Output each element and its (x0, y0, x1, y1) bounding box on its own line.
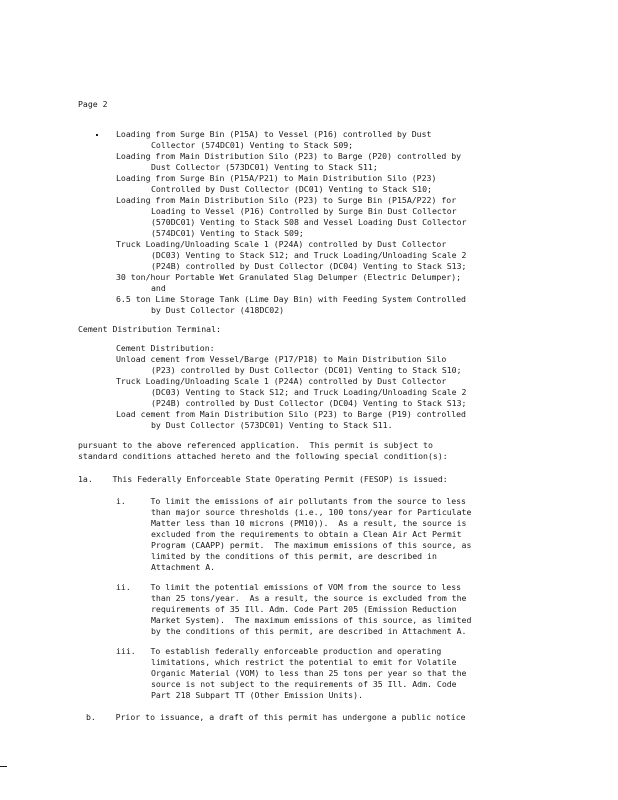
text-line: than 25 tons/year. As a result, the source is excluded from the (151, 593, 467, 603)
text-line: by Dust Collector (573DC01) Venting to Stack S11. (151, 420, 393, 430)
text-line: Loading from Main Distribution Silo (P23) to Surge Bin (P15A/P22) for (116, 195, 457, 205)
text-line: Collector (574DC01) Venting to Stack S09; (151, 140, 354, 150)
text-line: Controlled by Dust Collector (DC01) Venting to Stack S10; (151, 184, 432, 194)
text-line: and (151, 283, 166, 293)
text-line: 6.5 ton Lime Storage Tank (Lime Day Bin) with Feeding System Controlled (116, 294, 466, 304)
text-line: (DC03) Venting to Stack S12; and Truck Loading/Unloading Scale 2 (151, 250, 467, 260)
text-line: Matter less than 10 microns (PM10)). As a result, the source is (151, 518, 467, 528)
text-line: Dust Collector (573DC01) Venting to Stack S11; (151, 162, 378, 172)
text-line: Part 218 Subpart TT (Other Emission Units). (151, 690, 363, 700)
text-line: iii. To establish federally enforceable production and operating (116, 646, 442, 656)
scan-mark (96, 134, 98, 136)
text-line: 1a. This Federally Enforceable State Operating Permit (FESOP) is issued: (78, 474, 448, 484)
text-line: Loading from Surge Bin (P15A) to Vessel (P16) controlled by Dust (116, 129, 432, 139)
text-line: (570DC01) Venting to Stack S08 and Vessel Loading Dust Collector (151, 217, 467, 227)
text-line: pursuant to the above referenced application. This permit is subject to (78, 440, 433, 450)
text-line: limitations, which restrict the potential to emit for Volatile (151, 657, 457, 667)
text-line: ii. To limit the potential emissions of VOM from the source to less (116, 582, 462, 592)
text-line: source is not subject to the requirements of 35 Ill. Adm. Code (151, 679, 457, 689)
text-line: Attachment A. (151, 562, 216, 572)
text-line: standard conditions attached hereto and the following special condition(s): (78, 451, 448, 461)
text-line: i. To limit the emissions of air pollutants from the source to less (116, 496, 466, 506)
text-line: Market System). The maximum emissions of this source, as limited (151, 615, 472, 625)
text-line: 30 ton/hour Portable Wet Granulated Slag Delumper (Electric Delumper); (116, 272, 462, 282)
text-line: (P23) controlled by Dust Collector (DC01) Venting to Stack S10; (151, 365, 462, 375)
text-line: (P24B) controlled by Dust Collector (DC04) Venting to Stack S13; (151, 398, 467, 408)
text-line: (574DC01) Venting to Stack S09; (151, 228, 304, 238)
text-line: Organic Material (VOM) to less than 25 tons per year so that the (151, 668, 467, 678)
text-line: limited by the conditions of this permit, are described in (151, 551, 437, 561)
text-line: (DC03) Venting to Stack S12; and Truck Loading/Unloading Scale 2 (151, 387, 467, 397)
text-line: by the conditions of this permit, are described in Attachment A. (151, 626, 467, 636)
text-line: Loading from Main Distribution Silo (P23) to Barge (P20) controlled by (116, 151, 462, 161)
scan-mark (0, 766, 7, 767)
text-line: Truck Loading/Unloading Scale 1 (P24A) controlled by Dust Collector (116, 376, 447, 386)
text-line: Loading to Vessel (P16) Controlled by Surge Bin Dust Collector (151, 206, 457, 216)
text-line: Truck Loading/Unloading Scale 1 (P24A) controlled by Dust Collector (116, 239, 447, 249)
text-line: by Dust Collector (418DC02) (151, 305, 285, 315)
text-line: Cement Distribution Terminal: (78, 324, 221, 334)
text-line: requirements of 35 Ill. Adm. Code Part 205 (Emission Reduction (151, 604, 457, 614)
text-line: excluded from the requirements to obtain a Clean Air Act Permit (151, 529, 462, 539)
text-line: Program (CAAPP) permit. The maximum emissions of this source, as (151, 540, 472, 550)
page-number: Page 2 (78, 99, 108, 109)
text-line: than major source thresholds (i.e., 100 tons/year for Particulate (151, 507, 472, 517)
text-line: Cement Distribution: (116, 343, 215, 353)
text-line: Load cement from Main Distribution Silo (P23) to Barge (P19) controlled (116, 409, 466, 419)
text-line: Loading from Surge Bin (P15A/P21) to Main Distribution Silo (P23) (116, 173, 437, 183)
text-line: Unload cement from Vessel/Barge (P17/P18) to Main Distribution Silo (116, 354, 447, 364)
text-line: b. Prior to issuance, a draft of this permit has undergone a public notice (86, 712, 466, 722)
text-line: (P24B) controlled by Dust Collector (DC04) Venting to Stack S13; (151, 261, 467, 271)
